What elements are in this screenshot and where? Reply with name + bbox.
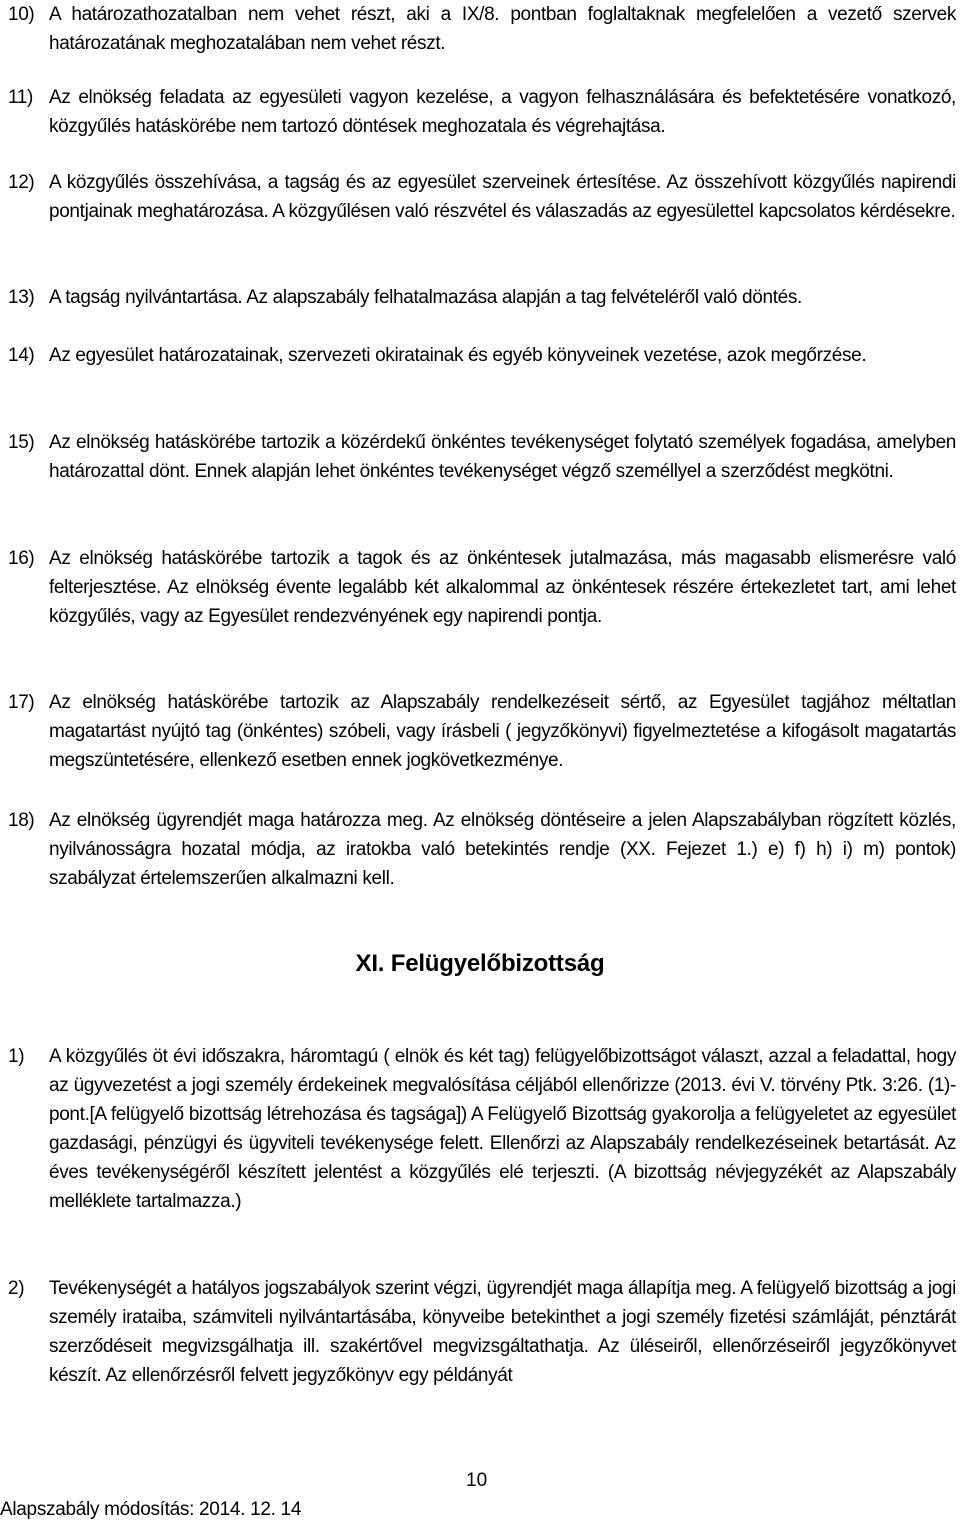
item-number: 11) (8, 87, 34, 108)
item-number: 1) (8, 1046, 25, 1067)
item-number: 2) (8, 1278, 25, 1299)
section-title: XI. Felügyelőbizottság (355, 950, 605, 977)
list-item (8, 0, 956, 58)
list-item (8, 83, 956, 141)
item-number: 16) (8, 548, 35, 569)
list-item (8, 688, 956, 775)
item-text: Az elnökség feladata az egyesületi vagyon kezelése, a vagyon felhasználására és befektetésére vonatkozó, közgyűlés hatáskörébe nem tartozó döntések meghozatala és végrehajtása. (49, 87, 956, 137)
item-text: Az elnökség hatáskörébe tartozik a közérdekű önkéntes tevékenységet folytató személyek fogadása, amelyben határozattal dönt. Ennek alapján lehet önkéntes tevékenységet végző személlyel a szerződést megkötni. (49, 432, 956, 482)
list-item (8, 168, 956, 226)
list-item (8, 283, 956, 312)
list-item (8, 544, 956, 631)
list-item (8, 1042, 956, 1216)
item-text: Az elnökség hatáskörébe tartozik az Alapszabály rendelkezéseit sértő, az Egyesület tagjához méltatlan magatartást nyújtó tag (önkéntes) szóbeli, vagy írásbeli ( jegyzőkönyvi) figyelmeztetése a kifogásolt magatartás megszüntetésére, ellenkező esetben ennek jogkövetkezménye. (49, 692, 956, 771)
page-number: 10 (466, 1470, 488, 1491)
item-text: Az elnökség hatáskörébe tartozik a tagok és az önkéntesek jutalmazása, más magasabb elismerésre való felterjesztése. Az elnökség évente legalább két alkalommal az önkéntesek részére értekezletet tart, ami lehet közgyűlés, vagy az Egyesület rendezvényének egy napirendi pontja. (49, 548, 956, 627)
item-number: 17) (8, 692, 35, 713)
item-number: 15) (8, 432, 35, 453)
item-text: A határozathozatalban nem vehet részt, aki a IX/8. pontban foglaltaknak megfelelően a vezető szervek határozatának meghozatalában nem vehet részt. (49, 4, 956, 54)
item-number: 10) (8, 4, 35, 25)
item-number: 14) (8, 345, 35, 366)
list-item (8, 1274, 956, 1390)
item-number: 13) (8, 287, 35, 308)
footer-doc-label: Alapszabály módosítás: 2014. 12. 14 (0, 1499, 302, 1520)
item-text: A közgyűlés öt évi időszakra, háromtagú ( elnök és két tag) felügyelőbizottságot választ, azzal a feladattal, hogy az ügyvezetést a jogi személy érdekeinek megvalósítása céljából ellenőrizze (2013. évi V. törvény Ptk. 3:26. (1)- pont.[A felügyelő bizottság létrehozása és tagsága]) A Felügyelő Bizottság gyakorolja a felügyeletet az egyesület gazdasági, pénzügyi és ügyviteli tevékenysége felett. Ellenőrzi az Alapszabály rendelkezéseinek betartását. Az éves tevékenységéről készített jelentést a közgyűlés elé terjeszti. (A bizottság névjegyzékét az Alapszabály melléklete tartalmazza.) (49, 1046, 956, 1212)
list-item (8, 341, 956, 370)
item-number: 12) (8, 172, 35, 193)
item-text: Az egyesület határozatainak, szervezeti okiratainak és egyéb könyveinek vezetése, azok megőrzése. (49, 345, 867, 366)
list-item (8, 806, 956, 893)
item-number: 18) (8, 810, 35, 831)
list-item (8, 428, 956, 486)
item-text: Tevékenységét a hatályos jogszabályok szerint végzi, ügyrendjét maga állapítja meg. A felügyelő bizottság a jogi személy irataiba, számviteli nyilvántartásába, könyveibe betekinthet a jogi személy fizetési számláját, pénztárát szerződéseit megvizsgálhatja ill. szakértővel megvizsgáltathatja. Az üléseiről, ellenőrzéseiről jegyzőkönyvet készít. Az ellenőrzésről felvett jegyzőkönyv egy példányát (49, 1278, 956, 1386)
item-text: A tagság nyilvántartása. Az alapszabály felhatalmazása alapján a tag felvételéről való döntés. (49, 287, 802, 308)
item-text: A közgyűlés összehívása, a tagság és az egyesület szerveinek értesítése. Az összehívott közgyűlés napirendi pontjainak meghatározása. A közgyűlésen való részvétel és válaszadás az egyesülettel kapcsolatos kérdésekre. (49, 172, 956, 222)
item-text: Az elnökség ügyrendjét maga határozza meg. Az elnökség döntéseire a jelen Alapszabályban rögzített közlés, nyilvánosságra hozatal módja, az iratokba való betekintés rendje (XX. Fejezet 1.) e) f) h) i) m) pontok) szabályzat értelemszerűen alkalmazni kell. (49, 810, 956, 889)
